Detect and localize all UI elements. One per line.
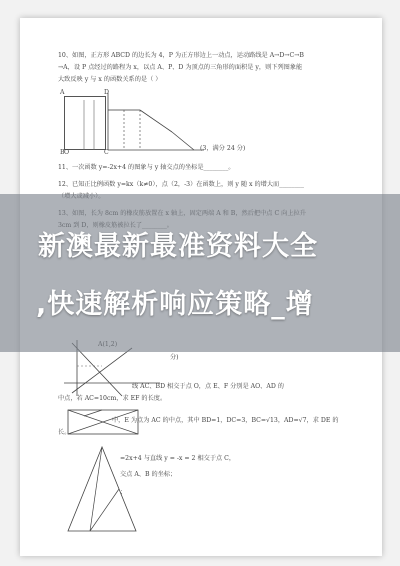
q12-line-1: 12、已知正比例函数 y=kx（k≠0），点（2，-3）在函数上，则 y 随 x 的增大而________ xyxy=(58,181,304,188)
q10-score: (3，满分 24 分) xyxy=(200,145,246,152)
q10-graph-figure xyxy=(64,88,214,168)
q16-line-3: ； xyxy=(120,489,127,496)
q14-line-1: 线 AC、BD 相交于点 O，点 E、F 分别是 AO、AD 的 xyxy=(132,383,284,390)
q16-line-1: =2x+4 与直线 y = -x = 2 相交于点 C， xyxy=(120,455,236,462)
q13-score: 分) xyxy=(170,354,179,361)
banner-title-line-2: ,快速解析响应策略_增 xyxy=(36,289,314,320)
q15-line-1: 中，E 为点为 AC 的中点，其中 BD=1，DC=3，BC=√13，AD=√7，求 DE 的 xyxy=(112,417,339,424)
q10-label-d: D xyxy=(104,89,109,96)
title-overlay-banner xyxy=(0,194,400,352)
q10-label-b: B xyxy=(60,149,65,156)
q15-line-2: 长。 xyxy=(58,429,71,436)
q10-line-2: →A，设 P 点经过的路程为 x，以点 A、P、D 为顶点的三角形的面积是 y，则下列图象能 xyxy=(58,64,303,71)
q10-label-c: C xyxy=(104,149,109,156)
q11-text: 11、一次函数 y=-2x+4 的图象与 y 轴交点的坐标是________。 xyxy=(58,164,235,171)
q10-line-3: 大致反映 y 与 x 的函数关系的是（ ） xyxy=(58,76,162,83)
q16-line-2: 交点 A、B 的坐标； xyxy=(120,471,177,478)
q10-label-o: O xyxy=(64,149,70,156)
banner-title-line-1: 新澳最新最准资料大全 xyxy=(38,231,318,262)
q10-line-1: 10、如图，正方形 ABCD 的边长为 4，P 为正方形边上一动点，运动路线是 A→D→C→B xyxy=(58,52,304,59)
q10-label-a: A xyxy=(60,89,65,96)
q14-line-2: 中点，若 AC=10cm，求 EF 的长度。 xyxy=(58,395,167,402)
